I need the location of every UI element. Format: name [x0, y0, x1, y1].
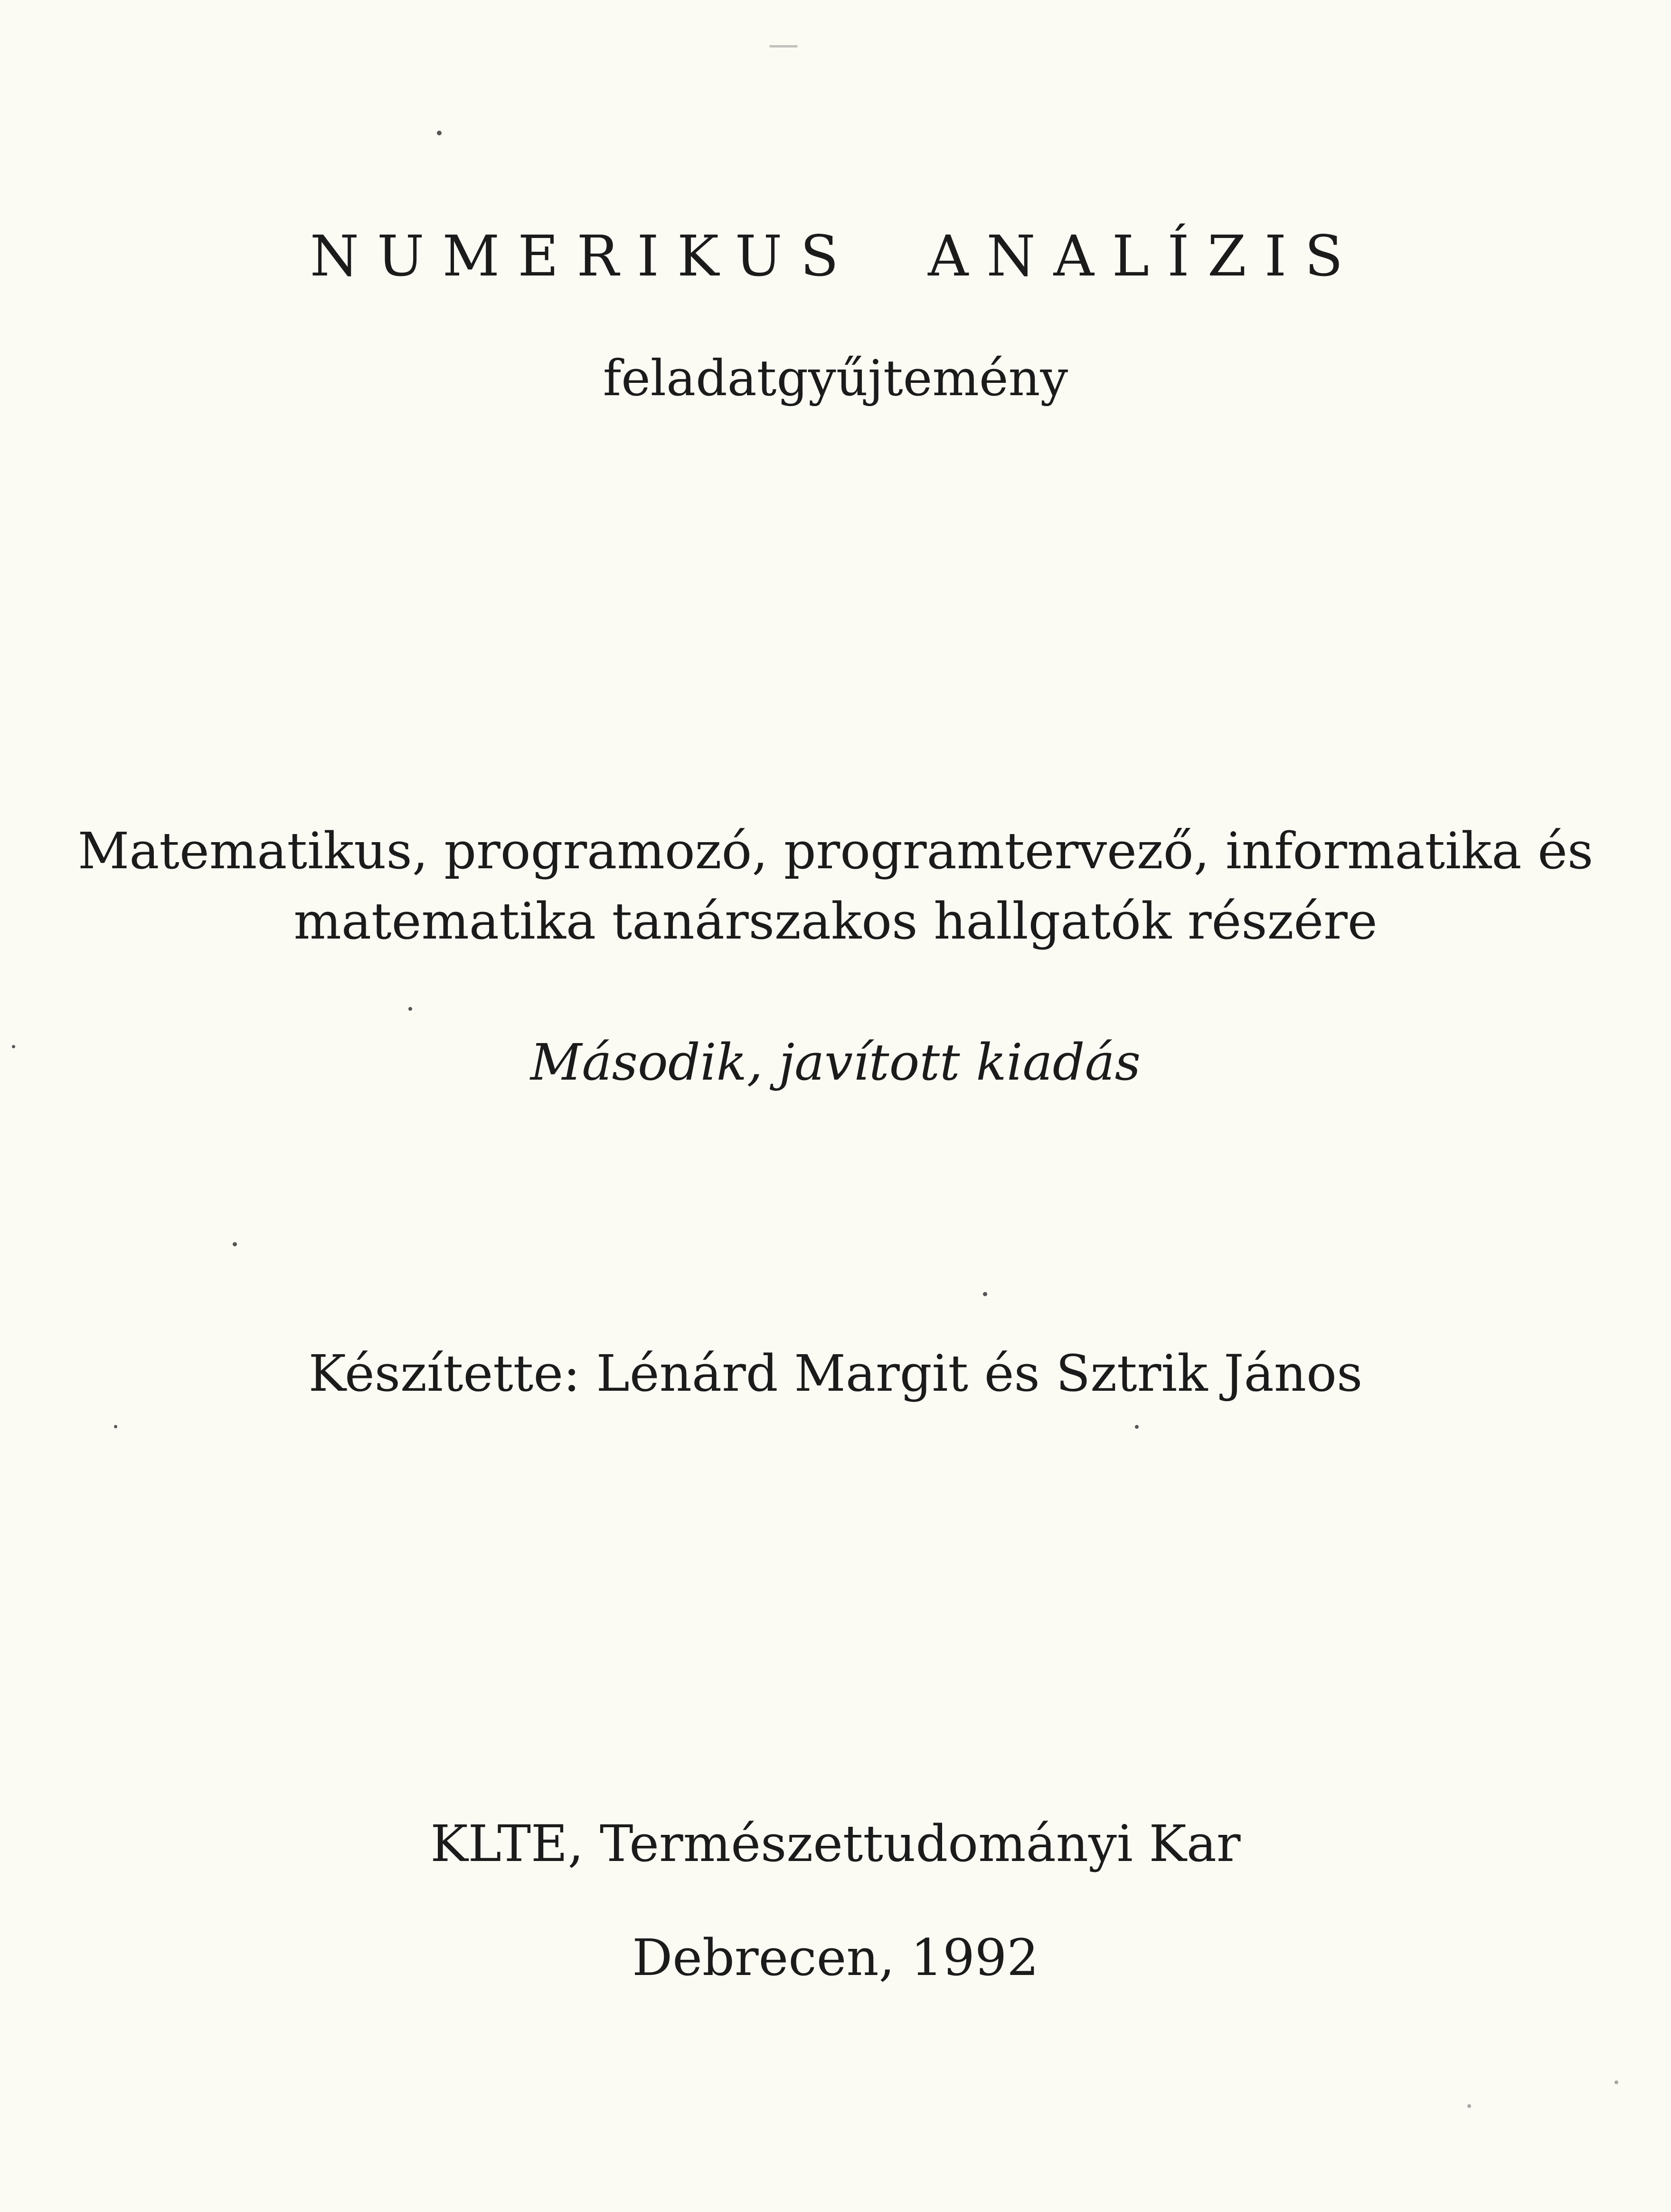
- scan-speck: [1467, 2104, 1471, 2108]
- scan-speck: [1614, 2080, 1618, 2084]
- audience-line-1: Matematikus, programozó, programtervező, informatika és: [77, 822, 1594, 880]
- book-title-word-1: NUMERIKUS: [310, 223, 857, 289]
- scan-speck: [408, 1007, 412, 1011]
- institution-line: KLTE, Természettudományi Kar: [430, 1814, 1241, 1873]
- authors-line: Készítette: Lénárd Margit és Sztrik János: [308, 1344, 1363, 1403]
- book-title-word-2: ANALÍZIS: [928, 223, 1361, 289]
- scan-speck: [983, 1292, 987, 1296]
- edition-note: Második, javított kiadás: [530, 1033, 1141, 1092]
- book-subtitle: feladatgyűjtemény: [603, 349, 1068, 407]
- place-year-line: Debrecen, 1992: [632, 1928, 1039, 1987]
- book-title: [0, 223, 1671, 289]
- scan-speck: [769, 45, 798, 47]
- scan-speck: [12, 1045, 15, 1048]
- scan-speck: [1135, 1425, 1139, 1429]
- scan-speck: [233, 1242, 237, 1246]
- audience-line-2: matematika tanárszakos hallgatók részére: [293, 892, 1378, 950]
- scan-speck: [114, 1425, 117, 1428]
- scan-speck: [437, 131, 442, 135]
